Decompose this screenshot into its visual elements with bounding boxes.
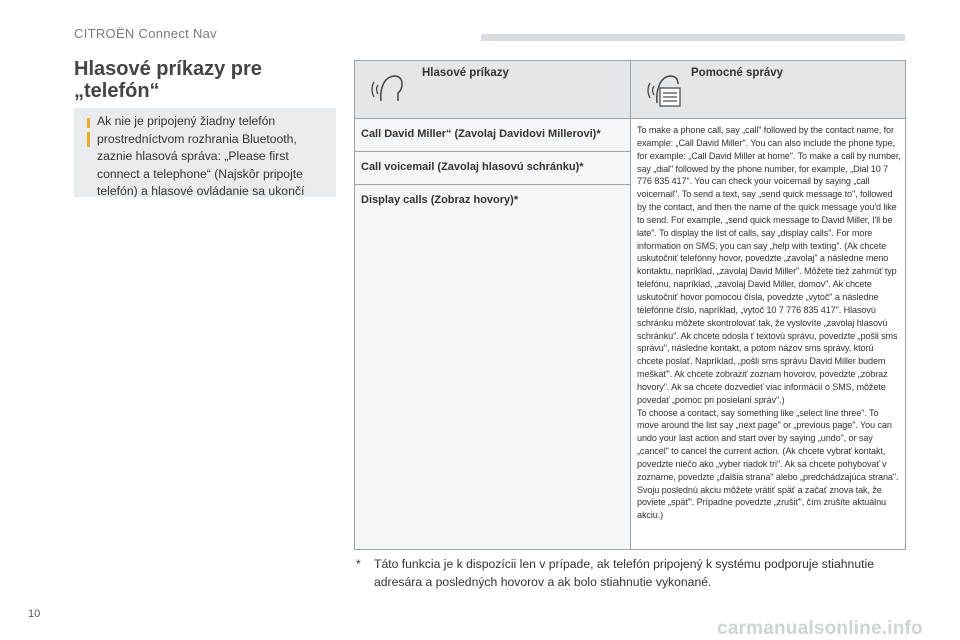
header-rule: [481, 34, 905, 41]
voice-commands-table: [354, 60, 906, 550]
help-messages-cell: [631, 119, 906, 550]
section-title-line1: Hlasové príkazy pre: [74, 58, 262, 80]
info-icon: [87, 118, 90, 128]
column-header-commands-label: Hlasové príkazy: [422, 67, 509, 79]
command-call-voicemail: Call voicemail (Zavolaj hlasovú schránku)*: [355, 152, 631, 185]
section-title-line2: „telefón“: [74, 80, 160, 102]
watermark: carmanualsonline.info: [717, 618, 923, 639]
voice-command-icon: [371, 71, 405, 107]
command-call-contact: Call David Miller“ (Zavolaj Davidovi Millerovi)*: [355, 119, 631, 152]
table-header-row: [355, 61, 906, 119]
page-number: 10: [28, 608, 41, 620]
command-display-calls: Display calls (Zobraz hovory)*: [355, 185, 631, 550]
help-paragraph-2: To choose a contact, say something like „select line three". To move around the list say „next page" or „previous page". You can undo your last action and start over by saying „undo", or say „cancel" to cancel the current action. (Ak chcete vybrať kontakt, povedzte niečo ako „vyber riadok tri". Ak sa chcete pohybovať v zozname, povedzte „ďalšia strana" alebo „predchádzajúca strana". Svoju poslednú akciu môžete vrátiť späť a začať znova tak, že poviete „späť". Prípadne povedzte „zrušiť", čím zrušíte aktuálnu akciu.): [637, 407, 899, 521]
table-row: [355, 119, 906, 152]
help-paragraph-1: To make a phone call, say „call" followed by the contact name, for example: „Call David Miller". You can also include the phone type, for example: „Call David Miller at home". To make a call by number, say „dial" followed by the phone number, for example, „Dial 10 7 776 835 417". You can check your voicemail by saying „call voicemail". To send a text, say „send quick message to", followed by the contact, and then the name of the quick message you'd like to send. For example, „send quick message to David Miller, I'll be late". To display the list of calls, say „display calls". For more information on SMS, you can say „help with texting". (Ak chcete uskutočniť telefónny hovor, povedzte „zavolaj" a následne meno kontaktu, napríklad, „zavolaj David Miller". Môžete tiež zahrnúť typ telefónu, napríklad, „zavolaj David Miller, domov". Ak chcete uskutočniť hovor pomocou čísla, povedzte „vytoč" a následne telefónne číslo, napríklad, „vytoč 10 7 776 835 417". Hlasovú schránku môžete skontrolovať tak, že vyslovíte „zavolaj hlasovú schránku". Ak chcete odosla ť textovú správu, povedzte „pošli sms správu", následne kontakt, a potom názov sms správy, ktorú chcete poslať. Napríklad, „pošli sms správu David Miller budem meškať". Ak chcete zobraziť zoznam hovorov, povedzte „zobraz hovory". Ak sa chcete dozvedieť viac informácií o SMS, môžete povedať „pomoc pri posielaní správ".): [637, 125, 901, 405]
info-note-text: Ak nie je pripojený žiadny telefón prostredníctvom rozhrania Bluetooth, zaznie hlasová správa: „Please first connect a telephone“ (Najskôr pripojte telefón) a hlasové ovládanie sa ukončí: [97, 114, 305, 199]
document-header-title: CITROËN Connect Nav: [74, 26, 217, 41]
column-header-help-label: Pomocné správy: [691, 67, 784, 79]
info-note-box: [74, 108, 336, 197]
info-icon-stem: [87, 132, 90, 147]
footnote-marker: *: [356, 557, 361, 571]
footnote-text: Táto funkcia je k dispozícii len v prípade, ak telefón pripojený k systému podporuje stiahnutie adresára a posledných hovorov a ak bolo stiahnutie vykonané.: [374, 557, 874, 589]
column-header-commands: [355, 61, 631, 119]
help-messages-icon: [647, 71, 683, 109]
section-title: [74, 58, 262, 102]
column-header-help: [631, 61, 906, 119]
